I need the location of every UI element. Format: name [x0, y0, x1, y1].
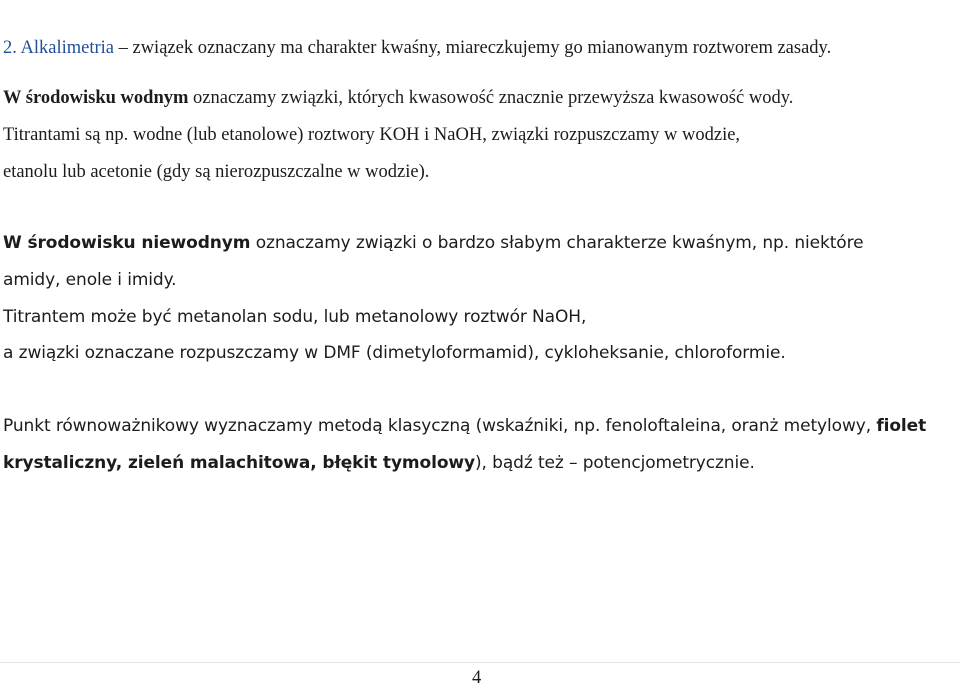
- endpoint-bold-2: krystaliczny, zieleń malachitowa, błękit tymolowy: [3, 453, 476, 473]
- section-intro: – związek oznaczany ma charakter kwaśny, miareczkujemy go mianowanym roztworem zasady.: [113, 38, 832, 58]
- water-bold: W środowisku wodnym: [3, 88, 189, 108]
- nonaqueous-line-2: amidy, enole i imidy.: [3, 270, 177, 290]
- nonaqueous-text-1: oznaczamy związki o bardzo słabym charakterze kwaśnym, np. niektóre: [250, 233, 864, 253]
- endpoint-line-2: [3, 452, 755, 474]
- nonaqueous-line-1: [3, 232, 863, 254]
- section-number: 2.: [3, 38, 17, 58]
- endpoint-text-1: Punkt równoważnikowy wyznaczamy metodą klasyczną (wskaźniki, np. fenoloftaleina, oranż metylowy,: [3, 416, 877, 436]
- water-text-1: oznaczamy związki, których kwasowość znacznie przewyższa kwasowość wody.: [188, 88, 794, 108]
- section-heading: Alkalimetria: [20, 38, 114, 58]
- endpoint-line-1: [3, 415, 926, 437]
- footer-divider: [0, 662, 960, 663]
- nonaqueous-line-4: a związki oznaczane rozpuszczamy w DMF (dimetyloformamid), cykloheksanie, chloroformie.: [3, 343, 786, 363]
- endpoint-text-2: ), bądź też – potencjometrycznie.: [475, 453, 755, 473]
- page-number: 4: [472, 668, 482, 688]
- water-line-2: Titrantami są np. wodne (lub etanolowe) roztwory KOH i NaOH, związki rozpuszczamy w wodzie,: [3, 125, 741, 145]
- water-line-3: etanolu lub acetonie (gdy są nierozpuszczalne w wodzie).: [3, 162, 430, 182]
- endpoint-bold-1: fiolet: [876, 416, 927, 436]
- nonaqueous-line-3: Titrantem może być metanolan sodu, lub metanolowy roztwór NaOH,: [3, 307, 587, 327]
- water-line-1: [3, 87, 793, 109]
- nonaqueous-bold: W środowisku niewodnym: [3, 233, 251, 253]
- section-heading-line: [3, 37, 831, 59]
